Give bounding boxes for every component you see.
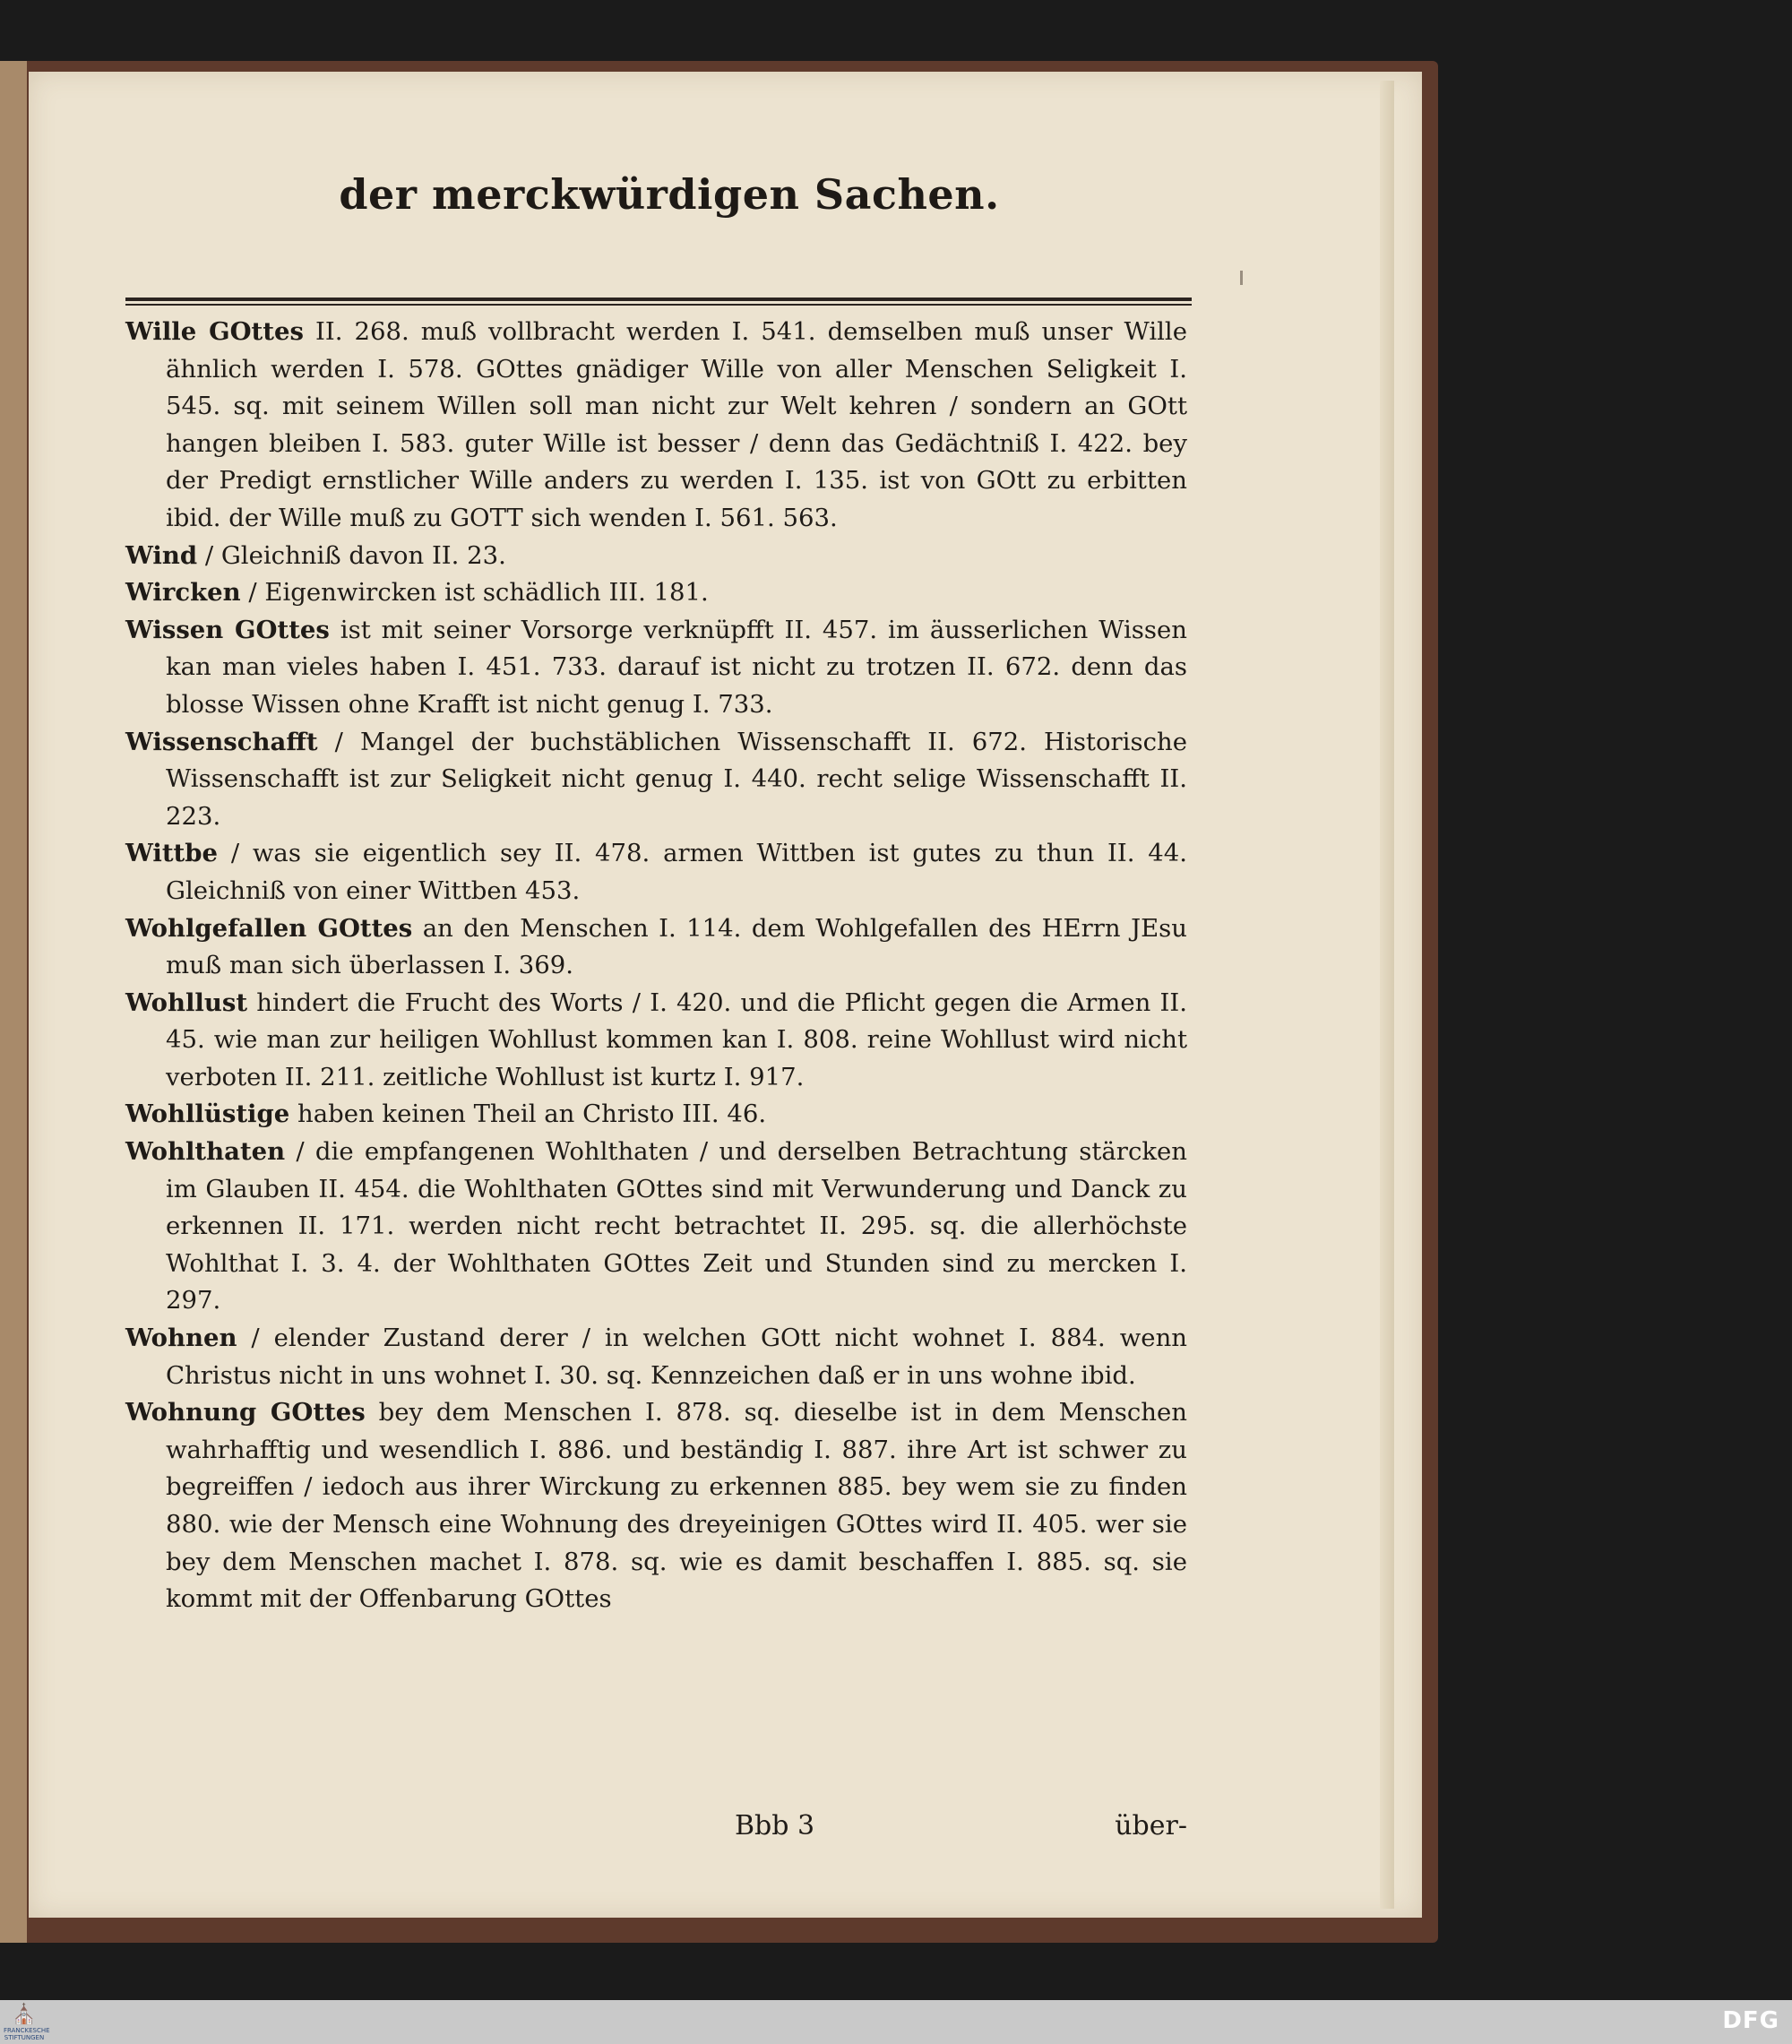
book-spine-strip <box>0 61 27 1943</box>
entry-headword: Wind <box>125 540 198 570</box>
index-entry <box>125 985 1187 1097</box>
index-entry <box>125 574 1187 612</box>
entry-headword: Wissen GOttes <box>125 615 330 644</box>
index-entry <box>125 1134 1187 1320</box>
entry-text: / elender Zustand derer / in welchen GOtt nicht wohnet I. 884. wenn Christus nicht in uns wohnet I. 30. sq. Kennzeichen daß er in uns wohne ibid. <box>166 1324 1187 1390</box>
entry-text: / Gleichniß davon II. 23. <box>204 540 506 570</box>
entry-headword: Wohlthaten <box>125 1137 286 1167</box>
index-entries <box>125 314 1187 1618</box>
running-head: der merckwürdigen Sachen. <box>339 170 1000 219</box>
header-rule-thin <box>125 304 1192 306</box>
index-entry <box>125 724 1187 836</box>
index-entry <box>125 835 1187 910</box>
viewer-footer-bar <box>0 2000 1792 2044</box>
index-entry <box>125 538 1187 575</box>
page-mark <box>1240 271 1243 285</box>
entry-headword: Wircken <box>125 578 241 608</box>
building-icon: ⛪ <box>12 2004 37 2026</box>
entry-headword: Wissenschafft <box>125 727 318 756</box>
book-page <box>29 72 1422 1918</box>
francke-logo <box>4 2004 50 2041</box>
entry-text: II. 268. muß vollbracht werden I. 541. demselben muß unser Wille ähnlich werden I. 578. GOttes gnädiger Wille von aller Menschen Seligkeit I. 545. sq. mit seinem Willen soll man nicht zur Welt kehren / sondern an GOtt hangen bleiben I. 583. guter Wille ist besser / denn das Gedächtniß I. 422. bey der Predigt ernstlicher Wille anders zu werden I. 135. ist von GOtt zu erbitten ibid. der Wille muß zu GOTT sich wenden I. 561. 563. <box>166 317 1187 532</box>
index-entry <box>125 612 1187 724</box>
signature-mark: Bbb 3 <box>735 1810 815 1841</box>
index-entry <box>125 1394 1187 1618</box>
entry-headword: Wille GOttes <box>125 317 304 346</box>
entry-text: / was sie eigentlich sey II. 478. armen Wittben ist gutes zu thun II. 44. Gleichniß von einer Wittben 453. <box>166 839 1187 905</box>
entry-text: / die empfangenen Wohlthaten / und derselben Betrachtung stärcken im Glauben II. 454. die Wohlthaten GOttes sind mit Verwunderung und Danck zu erkennen II. 171. werden nicht recht betrachtet II. 295. sq. die allerhöchste Wohlthat I. 3. 4. der Wohlthaten GOttes Zeit und Stunden sind zu mercken I. 297. <box>166 1137 1187 1315</box>
entry-headword: Wittbe <box>125 839 218 868</box>
entry-headword: Wohllust <box>125 988 248 1017</box>
entry-headword: Wohnen <box>125 1324 237 1353</box>
index-entry <box>125 1320 1187 1394</box>
index-entry <box>125 314 1187 538</box>
entry-text: / Eigenwircken ist schädlich III. 181. <box>248 578 709 608</box>
entry-text: / Mangel der buchstäblichen Wissenschafft II. 672. Historische Wissenschafft ist zur Seligkeit nicht genug I. 440. recht selige Wissenschafft II. 223. <box>166 727 1187 831</box>
entry-text: hindert die Frucht des Worts / I. 420. und die Pflicht gegen die Armen II. 45. wie man zur heiligen Wohllust kommen kan I. 808. reine Wohllust wird nicht verboten II. 211. zeitliche Wohllust ist kurtz I. 917. <box>166 988 1188 1091</box>
entry-headword: Wohlgefallen GOttes <box>125 913 413 943</box>
francke-logo-text: FRANCKESCHE STIFTUNGEN <box>4 2027 50 2041</box>
catchword: über- <box>1115 1810 1187 1841</box>
page-footer-line <box>125 1810 1187 1850</box>
header-rule <box>125 298 1192 301</box>
entry-headword: Wohnung GOttes <box>125 1398 366 1427</box>
dfg-logo: DFG <box>1722 2007 1779 2034</box>
entry-text: ist mit seiner Vorsorge verknüpfft II. 457. im äusserlichen Wissen kan man vieles haben I. 451. 733. darauf ist nicht zu trotzen II. 672. denn das blosse Wissen ohne Krafft ist nicht genug I. 733. <box>166 615 1187 719</box>
entry-text: an den Menschen I. 114. dem Wohlgefallen des HErrn JEsu muß man sich überlassen I. 369. <box>166 913 1187 980</box>
index-entry <box>125 910 1187 985</box>
entry-text: haben keinen Theil an Christo III. 46. <box>297 1100 767 1129</box>
entry-headword: Wohllüstige <box>125 1100 290 1129</box>
page-fore-edge <box>1380 81 1394 1909</box>
entry-text: bey dem Menschen I. 878. sq. dieselbe ist in dem Menschen wahrhafftig und wesendlich I. 886. und beständig I. 887. ihre Art ist schwer zu begreiffen / iedoch aus ihrer Wirckung zu erkennen 885. bey wem sie zu finden 880. wie der Mensch eine Wohnung des dreyeinigen GOttes wird II. 405. wer sie bey dem Menschen machet I. 878. sq. wie es damit beschaffen I. 885. sq. sie kommt mit der Offenbarung GOttes <box>166 1398 1187 1614</box>
index-entry <box>125 1096 1187 1134</box>
